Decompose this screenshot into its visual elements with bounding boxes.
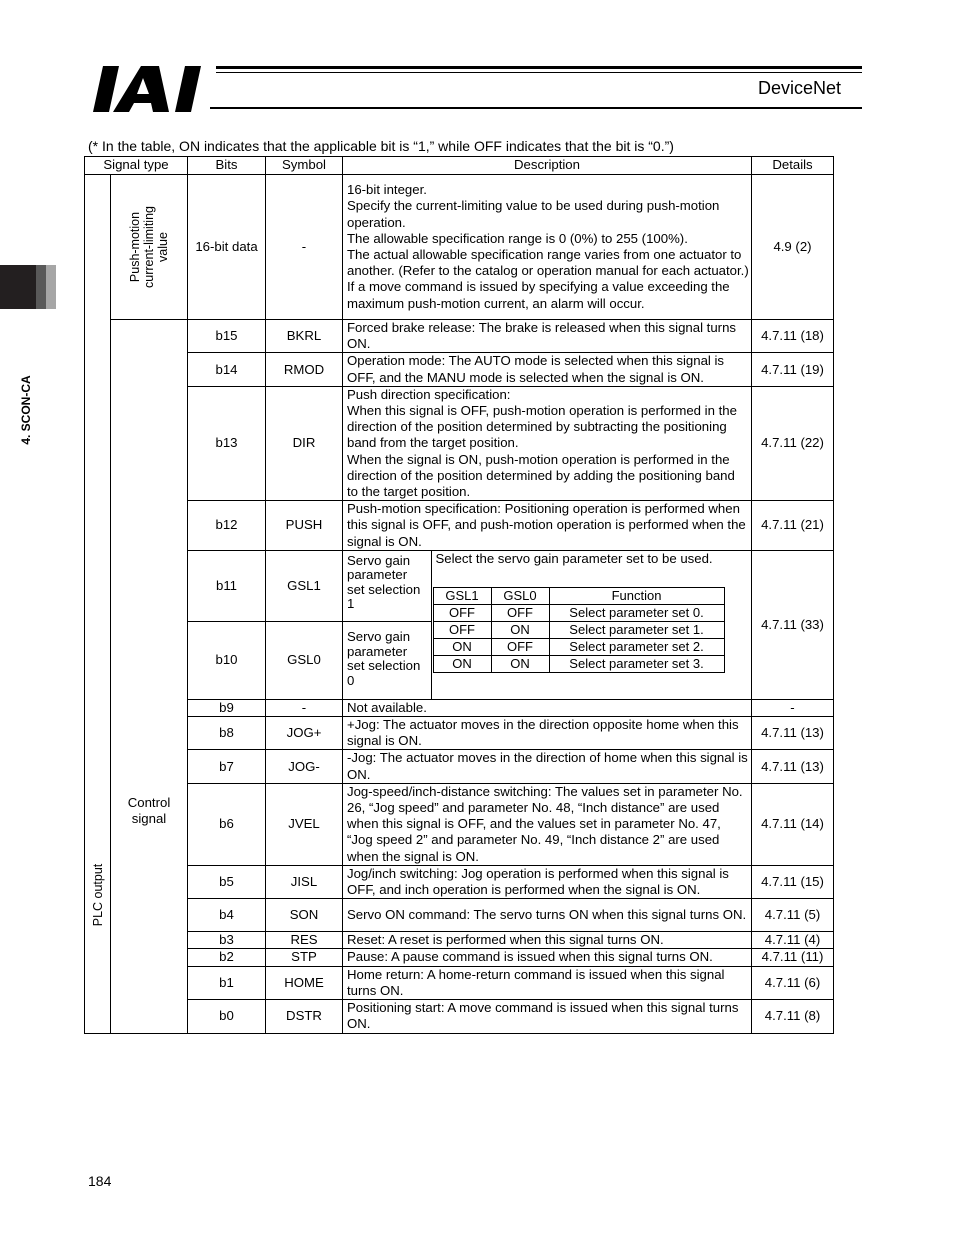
gsl-sub-cell: OFF bbox=[433, 605, 491, 622]
gsl-sub-cell: ON bbox=[491, 656, 549, 673]
description-cell: Jog-speed/inch-distance switching: The values set in parameter No. 26, “Jog speed” and parameter No. 48, “Inch distance” are used when this signal is OFF, and the values set in parameter No. 47, “Jog speed 2” and parameter No. 49, “Inch distance 2” are used when the signal is ON. bbox=[343, 783, 752, 865]
description-cell: Operation mode: The AUTO mode is selected when this signal is OFF, and the MANU mode is selected when the signal is ON. bbox=[343, 353, 752, 386]
gsl-sub-cell: Select parameter set 1. bbox=[549, 622, 724, 639]
symbol-cell: GSL1 bbox=[266, 550, 343, 621]
gsl1-label: Servo gain parameter set selection 1 bbox=[343, 551, 431, 622]
table-row bbox=[85, 501, 834, 551]
bit-cell: b2 bbox=[188, 949, 266, 966]
bit-cell: b12 bbox=[188, 501, 266, 551]
bit-cell: b0 bbox=[188, 1000, 266, 1033]
gsl-sub-header: GSL0 bbox=[491, 588, 549, 605]
table-row bbox=[85, 1000, 834, 1033]
symbol-cell: JOG+ bbox=[266, 717, 343, 750]
table-row-gsl1 bbox=[85, 550, 834, 621]
description-cell: Home return: A home-return command is issued when this signal turns ON. bbox=[343, 966, 752, 999]
signal-table bbox=[84, 156, 834, 1034]
table-row bbox=[85, 386, 834, 500]
symbol-cell: DIR bbox=[266, 386, 343, 500]
details-cell: 4.7.11 (13) bbox=[752, 750, 834, 783]
header-bits: Bits bbox=[188, 157, 266, 175]
gsl-sub-row bbox=[433, 605, 724, 622]
description-cell: Forced brake release: The brake is released when this signal turns ON. bbox=[343, 320, 752, 353]
details-cell: 4.7.11 (11) bbox=[752, 949, 834, 966]
symbol-cell: RES bbox=[266, 932, 343, 949]
bit-cell: b8 bbox=[188, 717, 266, 750]
bit-cell: b6 bbox=[188, 783, 266, 865]
gsl-sub-cell: OFF bbox=[491, 639, 549, 656]
gsl0-label: Servo gain parameter set selection 0 bbox=[343, 622, 431, 699]
symbol-cell: JISL bbox=[266, 865, 343, 898]
table-row bbox=[85, 717, 834, 750]
group-cell bbox=[85, 175, 111, 1034]
details-cell: - bbox=[752, 699, 834, 716]
gsl-sub-header-row bbox=[433, 588, 724, 605]
gsl-sub-cell: ON bbox=[433, 639, 491, 656]
table-row bbox=[85, 949, 834, 966]
description-cell: Push direction specification: When this signal is OFF, push-motion operation is performed in the direction of the position determined by subtracting the positioning band from the target position. When the signal is ON, push-motion operation is performed in the direction of the position determined by adding the positioning band to the target position. bbox=[343, 386, 752, 500]
gsl-sub-cell: OFF bbox=[491, 605, 549, 622]
details-cell: 4.7.11 (14) bbox=[752, 783, 834, 865]
symbol-cell: JVEL bbox=[266, 783, 343, 865]
symbol-cell: JOG- bbox=[266, 750, 343, 783]
header-title: DeviceNet bbox=[757, 78, 841, 98]
header-signal-type: Signal type bbox=[85, 157, 188, 175]
description-cell: Jog/inch switching: Jog operation is performed when this signal is OFF, and inch operation is performed when the signal is ON. bbox=[343, 865, 752, 898]
gsl-sub-cell: ON bbox=[433, 656, 491, 673]
control-label: Control signal bbox=[111, 320, 188, 1034]
bit-cell: b9 bbox=[188, 699, 266, 716]
header-rule-bottom bbox=[210, 107, 862, 109]
description-cell: +Jog: The actuator moves in the direction opposite home when this signal is ON. bbox=[343, 717, 752, 750]
bit-cell: b3 bbox=[188, 932, 266, 949]
table-row bbox=[85, 899, 834, 932]
chapter-tab-light bbox=[46, 265, 56, 309]
details-cell: 4.7.11 (21) bbox=[752, 501, 834, 551]
iai-logo bbox=[93, 66, 211, 112]
table-row bbox=[85, 966, 834, 999]
header-rule-top bbox=[216, 66, 862, 69]
description-cell: Reset: A reset is performed when this signal turns ON. bbox=[343, 932, 752, 949]
gsl-sub-cell: Select parameter set 0. bbox=[549, 605, 724, 622]
gsl-layout bbox=[343, 551, 751, 699]
symbol-cell: HOME bbox=[266, 966, 343, 999]
gsl-sub-cell: Select parameter set 3. bbox=[549, 656, 724, 673]
chapter-label: 4. SCON-CA bbox=[19, 375, 33, 445]
push-details: 4.9 (2) bbox=[752, 175, 834, 320]
symbol-cell: - bbox=[266, 699, 343, 716]
group-label: PLC output bbox=[90, 864, 105, 927]
bit-cell: b15 bbox=[188, 320, 266, 353]
table-footnote: (* In the table, ON indicates that the applicable bit is “1,” while OFF indicates that the bit is “0.”) bbox=[88, 138, 674, 154]
table-row bbox=[85, 932, 834, 949]
description-cell: Not available. bbox=[343, 699, 752, 716]
gsl-sub-cell: ON bbox=[491, 622, 549, 639]
table-row bbox=[85, 320, 834, 353]
header-symbol: Symbol bbox=[266, 157, 343, 175]
table-row-push bbox=[85, 175, 834, 320]
details-cell: 4.7.11 (13) bbox=[752, 717, 834, 750]
bit-cell: b4 bbox=[188, 899, 266, 932]
bit-cell: b7 bbox=[188, 750, 266, 783]
table-row bbox=[85, 353, 834, 386]
page-number: 184 bbox=[88, 1173, 112, 1189]
description-cell: Pause: A pause command is issued when this signal turns ON. bbox=[343, 949, 752, 966]
description-cell: Servo ON command: The servo turns ON when this signal turns ON. bbox=[343, 899, 752, 932]
symbol-cell: RMOD bbox=[266, 353, 343, 386]
header-details: Details bbox=[752, 157, 834, 175]
gsl-description-cell bbox=[343, 550, 752, 699]
table-row bbox=[85, 699, 834, 716]
gsl-sub-header: GSL1 bbox=[433, 588, 491, 605]
details-cell: 4.7.11 (6) bbox=[752, 966, 834, 999]
bit-cell: b1 bbox=[188, 966, 266, 999]
gsl-sub-cell: OFF bbox=[433, 622, 491, 639]
symbol-cell: DSTR bbox=[266, 1000, 343, 1033]
description-cell: -Jog: The actuator moves in the direction of home when this signal is ON. bbox=[343, 750, 752, 783]
table-row bbox=[85, 750, 834, 783]
gsl-sub-row bbox=[433, 622, 724, 639]
table-row bbox=[85, 865, 834, 898]
push-label-cell bbox=[111, 175, 188, 320]
description-cell: Positioning start: A move command is issued when this signal turns ON. bbox=[343, 1000, 752, 1033]
chapter-tab-mid bbox=[36, 265, 46, 309]
details-cell: 4.7.11 (8) bbox=[752, 1000, 834, 1033]
bit-cell: b10 bbox=[188, 621, 266, 699]
header-description: Description bbox=[343, 157, 752, 175]
symbol-cell: GSL0 bbox=[266, 621, 343, 699]
details-cell: 4.7.11 (4) bbox=[752, 932, 834, 949]
push-bits: 16-bit data bbox=[188, 175, 266, 320]
symbol-cell: SON bbox=[266, 899, 343, 932]
gsl-intro: Select the servo gain parameter set to be used. bbox=[435, 550, 713, 566]
symbol-cell: BKRL bbox=[266, 320, 343, 353]
push-symbol: - bbox=[266, 175, 343, 320]
bit-cell: b14 bbox=[188, 353, 266, 386]
details-cell: 4.7.11 (18) bbox=[752, 320, 834, 353]
bit-cell: b11 bbox=[188, 550, 266, 621]
details-cell: 4.7.11 (19) bbox=[752, 353, 834, 386]
details-cell: 4.7.11 (15) bbox=[752, 865, 834, 898]
push-description: 16-bit integer. Specify the current-limiting value to be used during push-motion operation. The allowable specification range is 0 (0%) to 255 (100%). The actual allowable specification range varies from one actuator to another. (Refer to the catalog or operation manual for each actuator.) If a move command is issued by specifying a value exceeding the maximum push-motion current, an alarm will occur. bbox=[343, 175, 752, 320]
gsl-function-table bbox=[433, 587, 725, 673]
push-label: Push-motion current-limiting value bbox=[128, 206, 170, 288]
gsl-function-cell bbox=[431, 551, 751, 699]
gsl-sub-row bbox=[433, 639, 724, 656]
description-cell: Push-motion specification: Positioning operation is performed when this signal is OFF, and push-motion operation is performed when the signal is ON. bbox=[343, 501, 752, 551]
details-cell: 4.7.11 (22) bbox=[752, 386, 834, 500]
gsl-sub-header: Function bbox=[549, 588, 724, 605]
bit-cell: b13 bbox=[188, 386, 266, 500]
symbol-cell: PUSH bbox=[266, 501, 343, 551]
gsl-sub-cell: Select parameter set 2. bbox=[549, 639, 724, 656]
details-cell: 4.7.11 (5) bbox=[752, 899, 834, 932]
table-header-row bbox=[85, 157, 834, 175]
bit-cell: b5 bbox=[188, 865, 266, 898]
gsl-sub-row bbox=[433, 656, 724, 673]
table-row bbox=[85, 783, 834, 865]
header-rule-thin bbox=[216, 72, 862, 73]
symbol-cell: STP bbox=[266, 949, 343, 966]
gsl-details: 4.7.11 (33) bbox=[752, 550, 834, 699]
chapter-tab-dark bbox=[0, 265, 36, 309]
